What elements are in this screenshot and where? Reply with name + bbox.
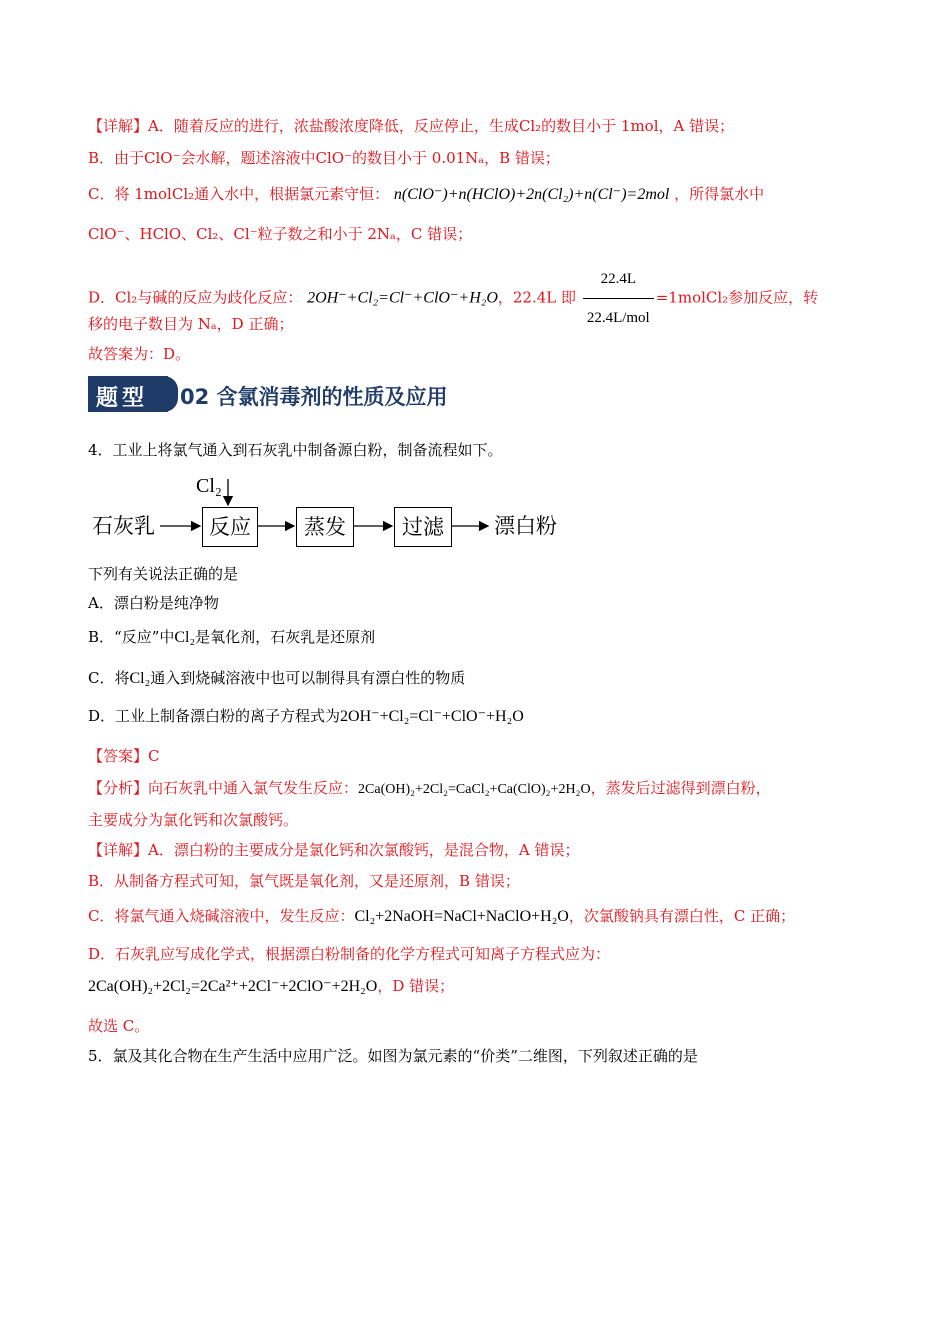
process-flow-diagram — [88, 475, 608, 565]
flow-step-reaction: 反应 — [202, 507, 258, 547]
q4-detail-d-eq-line — [88, 976, 454, 997]
answer-text: 故答案为：D。 — [88, 345, 191, 363]
detail-line-a — [88, 116, 734, 136]
flow-start-label: 石灰乳 — [92, 514, 155, 538]
q4-detail-tag: 【详解】 — [88, 841, 149, 859]
flow-input-label: Cl₂ — [196, 475, 222, 497]
flow-step-evaporation: 蒸发 — [296, 507, 354, 547]
q4-detail-d-equation: 2Ca(OH)₂+2Cl₂=2Ca²⁺+2Cl⁻+2ClO⁻+2H₂O — [88, 978, 378, 995]
detail-line-b — [88, 148, 560, 168]
option-b-pre: B．“反应”中 — [88, 628, 175, 646]
fraction-denominator: 22.4L/mol — [586, 310, 650, 326]
q4-detail-c-post: ，次氯酸钠具有漂白性，C 正确； — [568, 907, 796, 925]
analysis-equation: 2Ca(OH)₂+2Cl₂=CaCl₂+Ca(ClO)₂+2H₂O — [358, 782, 591, 797]
q4-detail-c-equation: Cl₂+2NaOH=NaCl+NaClO+H₂O — [354, 908, 569, 925]
option-b-formula: Cl₂ — [174, 629, 196, 646]
option-c-formula: Cl₂ — [129, 670, 151, 687]
q4-stem-text: 4．工业上将氯气通入到石灰乳中制备源白粉，制备流程如下。 — [88, 441, 503, 459]
q4-stem — [88, 440, 503, 460]
detail-d-mid: ，22.4L 即 — [497, 288, 577, 307]
analysis-cont: 主要成分为氯化钙和次氯酸钙。 — [88, 811, 299, 829]
q4-detail-b — [88, 871, 520, 891]
analysis-tag: 【分析】 — [88, 779, 149, 797]
flow-step-filtration: 过滤 — [394, 507, 452, 547]
detail-line-c-cont — [88, 224, 472, 244]
q4-prompt-text: 下列有关说法正确的是 — [88, 565, 239, 583]
q4-option-d — [88, 706, 524, 727]
q4-final-text: 故选 C。 — [88, 1017, 150, 1035]
q4-detail-d-text: D．石灰乳应写成化学式，根据漂白粉制备的化学方程式可知离子方程式应为： — [88, 945, 611, 963]
q4-detail-c-pre: C．将氯气通入烧碱溶液中，发生反应： — [88, 907, 355, 925]
section-title: 02 含氯消毒剂的性质及应用 — [180, 385, 448, 409]
detail-line-c — [88, 184, 764, 205]
detail-d-post: =1molCl₂参加反应，转 — [655, 288, 819, 307]
section-badge-text: 题型 — [96, 385, 149, 411]
q5-stem-text: 5．氯及其化合物在生产生活中应用广泛。如图为氯元素的“价类”二维图，下列叙述正确的是 — [88, 1047, 698, 1065]
detail-d-pre: D．Cl₂与碱的反应为歧化反应： — [88, 288, 303, 307]
q4-option-a — [88, 593, 219, 613]
analysis-pre: 向石灰乳中通入氯气发生反应： — [148, 779, 359, 797]
q5-stem — [88, 1046, 698, 1066]
q4-final — [88, 1016, 149, 1036]
q4-detail-d-post: ，D 错误； — [377, 977, 455, 995]
q4-detail-a — [88, 840, 579, 860]
q4-analysis — [88, 778, 771, 800]
answer-line — [88, 344, 190, 364]
detail-c-post: ，所得氯水中 — [674, 185, 765, 203]
detail-b-text: B．由于ClO⁻会水解，题述溶液中ClO⁻的数目小于 0.01Nₐ，B 错误； — [88, 149, 560, 167]
q4-detail-b-text: B．从制备方程式可知，氯气既是氧化剂，又是还原剂，B 错误； — [88, 872, 520, 890]
analysis-post: ，蒸发后过滤得到漂白粉， — [590, 779, 771, 797]
q4-answer-text: 【答案】C — [88, 747, 160, 765]
option-d-equation: 2OH⁻+Cl₂=Cl⁻+ClO⁻+H₂O — [340, 708, 524, 725]
q4-detail-c — [88, 906, 795, 927]
detail-c-equation: n(ClO⁻)+n(HClO)+2n(Cl₂)+n(Cl⁻)=2mol — [393, 186, 670, 203]
q4-detail-d — [88, 944, 610, 964]
q4-answer — [88, 746, 159, 766]
detail-c-cont: ClO⁻、HClO、Cl₂、Cl⁻粒子数之和小于 2Nₐ，C 错误； — [88, 225, 473, 243]
q4-option-c — [88, 668, 465, 689]
volume-fraction — [583, 262, 654, 335]
flow-end-label: 漂白粉 — [494, 514, 557, 538]
section-header — [88, 376, 460, 412]
q4-analysis-cont — [88, 810, 298, 830]
q4-detail-a-text: A．漂白粉的主要成分是氯化钙和次氯酸钙，是混合物，A 错误； — [148, 841, 580, 859]
option-b-post: 是氧化剂，石灰乳是还原剂 — [195, 628, 376, 646]
detail-line-d-cont — [88, 314, 293, 334]
detail-d-equation: 2OH⁻+Cl₂=Cl⁻+ClO⁻+H₂O — [307, 289, 498, 307]
detail-tag: 【详解】 — [88, 117, 149, 135]
q4-option-b — [88, 627, 375, 648]
q4-prompt — [88, 564, 238, 584]
option-a-text: A．漂白粉是纯净物 — [88, 594, 219, 612]
option-c-post: 通入到烧碱溶液中也可以制得具有漂白性的物质 — [150, 669, 466, 687]
section-badge-tip — [164, 376, 178, 412]
detail-d-cont: 移的电子数目为 Nₐ，D 正确； — [88, 315, 294, 333]
option-c-pre: C．将 — [88, 669, 130, 687]
detail-c-pre: C．将 1molCl₂通入水中，根据氯元素守恒： — [88, 185, 390, 203]
option-d-pre: D．工业上制备漂白粉的离子方程式为 — [88, 707, 341, 725]
fraction-numerator: 22.4L — [583, 262, 654, 299]
detail-a-text: A．随着反应的进行，浓盐酸浓度降低，反应停止，生成Cl₂的数目小于 1mol，A 错误； — [148, 117, 735, 135]
